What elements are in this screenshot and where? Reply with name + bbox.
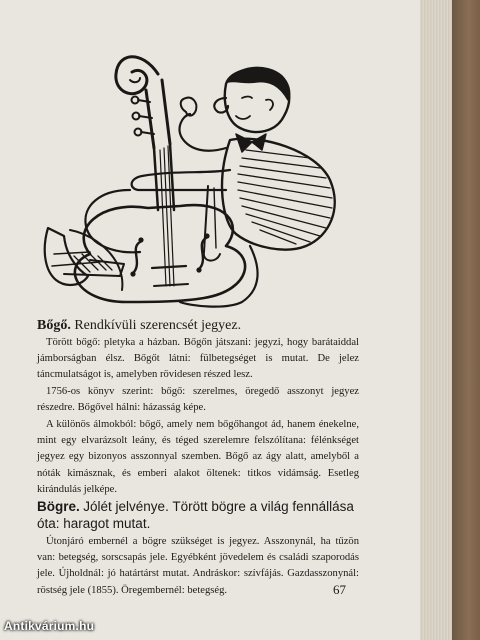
entry-bogre-heading xyxy=(37,499,359,534)
table-surface xyxy=(452,0,480,640)
entry-bogo-headline: Rendkívüli szerencsét jegyez. xyxy=(74,318,242,333)
entry-bogo-heading xyxy=(37,318,359,335)
entry-bogo-paragraph-1: Törött bőgő: pletyka a házban. Bőgőn játszani: jegyzi, hogy barátaiddal jámborságban élsz. Bőgőt látni: fülbetegséget is mutat. De jelez táncmulatságot is, amelyben rövidesen részed lesz. xyxy=(37,336,359,381)
book-page-edges xyxy=(420,0,452,640)
entry-bogo-paragraph-3: A különös álmokból: bőgő, amely nem bőgőhangot ád, hanem énekelne, mint egy elvarázsolt leány, és téged szerelemre felszólítana: félénkséget jegyez egy bizonyos asszonnyal szemben. Bőgő az ágy alatt, amelyből a nóták kimásznak, és emberi alakot öltenek: titkos vidámság. Esetleg kirándulás jelképe. xyxy=(37,418,359,496)
entry-bogre-headword: Bögre. xyxy=(37,498,80,514)
dictionary-text xyxy=(37,318,359,599)
double-bass-player-illustration xyxy=(30,40,360,310)
page-number: 67 xyxy=(333,582,346,597)
entry-bogre-headline: Jólét jelvénye. Törött bögre a világ fennállása óta: haragot mutat. xyxy=(37,498,354,532)
entry-bogo-headword: Bőgő. xyxy=(37,318,71,333)
watermark-logo: Antikvárium.hu xyxy=(4,619,95,633)
entry-bogo-paragraph-2: 1756-os könyv szerint: bőgő: szerelmes, öregedő asszonyt jegyez részedre. Bőgővel hálni: házasság képe. xyxy=(37,385,359,414)
entry-bogre-paragraph-1: Útonjáró embernél a bögre szükséget is jegyez. Asszonynál, ha tűzön van: betegség, sorscsapás jele. Egyébként jövedelem és családi szaporodás jele. Újholdnál: jó határtárst mutat. Andráskor: szívfájás. Gazdasszonynál: röstség jele (1855). Öregembernél: betegség. xyxy=(37,535,359,596)
